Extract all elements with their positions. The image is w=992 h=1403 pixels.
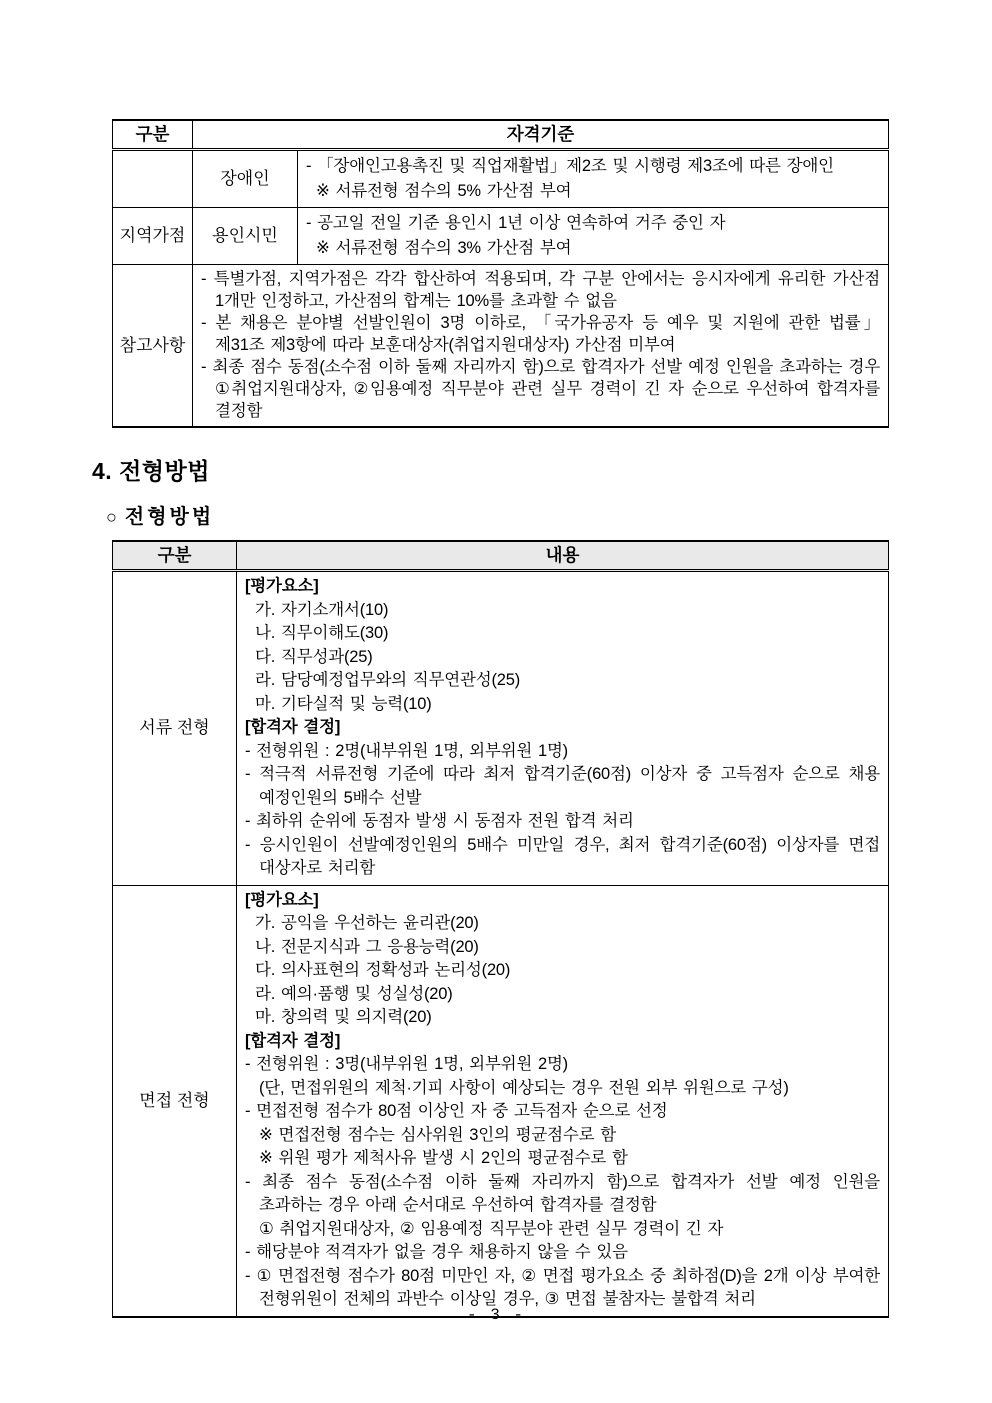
selection-method-table [112,540,889,1318]
subcategory-cell: 용인시민 [193,208,298,265]
subheading-label: 전형방법 [124,506,215,528]
table-row [113,150,889,208]
table-row [113,265,889,428]
notes-cell [193,265,889,428]
content-line: [평가요소] [245,577,319,595]
stage-content-cell [237,885,889,1317]
content-line: ① 취업지원대상자, ② 임용예정 직무분야 관련 실무 경력이 긴 자 [259,1219,724,1238]
content-line: ※ 면접전형 점수는 심사위원 3인의 평균점수로 함 [259,1125,616,1144]
content-line: 다. 의사표현의 정확성과 논리성(20) [255,961,511,979]
content-line: 마. 기타실적 및 능력(10) [255,694,432,713]
content-line: [합격자 결정] [245,718,341,736]
content-line: - 본 채용은 분야별 선발인원이 3명 이하로, 「국가유공자 등 예우 및 지원에 관한 법률」 제31조 제3항에 따라 보훈대상자(취업지원대상자) 가산점 미부여 [201,314,880,354]
criteria-cell [298,150,889,208]
page-number: - 3 - [466,1306,525,1324]
table-row-interview [113,885,889,1317]
content-line: ※ 서류전형 점수의 5% 가산점 부여 [316,181,572,200]
table-row [113,208,889,265]
category-cell-empty [113,150,193,208]
column-header-criteria: 자격기준 [193,120,889,150]
table-header-row [113,541,889,571]
column-header-gubun: 구분 [113,541,237,571]
content-line: - 응시인원이 선발예정인원의 5배수 미만일 경우, 최저 합격기준(60점) 이상자를 면접 대상자로 처리함 [245,835,880,877]
content-line: 가. 자기소개서(10) [255,600,389,619]
content-line: - 면접전형 점수가 80점 이상인 자 중 고득점자 순으로 선정 [245,1102,668,1120]
content-line: 나. 전문지식과 그 응용능력(20) [255,937,479,956]
table-row-document-screening [113,571,889,886]
criteria-cell [298,208,889,265]
content-line: ※ 서류전형 점수의 3% 가산점 부여 [316,238,572,257]
section-subheading [106,500,888,529]
content-line: - 최하위 순위에 동점자 발생 시 동점자 전원 합격 처리 [245,812,634,830]
category-cell: 지역가점 [113,208,193,265]
section-heading: 4. 전형방법 [92,458,210,484]
qualification-table [112,119,889,428]
content-line: - 적극적 서류전형 기준에 따라 최저 합격기준(60점) 이상자 중 고득점자 순으로 채용 예정인원의 5배수 선발 [245,765,880,807]
content-line: 나. 직무이해도(30) [255,624,389,642]
stage-content-cell [237,571,889,886]
content-line: - 최종 점수 동점(소수점 이하 둘째 자리까지 함)으로 합격자가 선발 예정 인원을 초과하는 경우 아래 순서대로 우선하여 합격자를 결정함 [245,1172,880,1214]
content-line: 다. 직무성과(25) [255,647,373,666]
content-line: (단, 면접위원의 제척·기피 사항이 예상되는 경우 전원 외부 위원으로 구성) [259,1078,789,1097]
category-cell: 참고사항 [113,265,193,428]
content-line: - ① 면접전형 점수가 80점 미만인 자, ② 면접 평가요소 중 최하점(D)을 2개 이상 부여한 전형위원이 전체의 과반수 이상일 경우, ③ 면접 불참자는 불합격 처리 [245,1266,880,1308]
content-line: 라. 예의·품행 및 성실성(20) [255,984,453,1003]
content-line: [평가요소] [245,890,319,909]
content-line: - 전형위원 : 3명(내부위원 1명, 외부위원 2명) [245,1055,568,1073]
content-line: ※ 위원 평가 제척사유 발생 시 2인의 평균점수로 함 [259,1149,628,1167]
content-line: - 특별가점, 지역가점은 각각 합산하여 적용되며, 각 구분 안에서는 응시자에게 유리한 가산점 1개만 인정하고, 가산점의 합계는 10%를 초과할 수 없음 [201,270,880,310]
content-line: - 「장애인고용촉진 및 직업재활법」제2조 및 시행령 제3조에 따른 장애인 [306,157,834,175]
content-line: - 최종 점수 동점(소수점 이하 둘째 자리까지 함)으로 합격자가 선발 예정 인원을 초과하는 경우 ①취업지원대상자, ②임용예정 직무분야 관련 실무 경력이 긴 자 순으로 우선하여 합격자를 결정함 [201,358,880,420]
column-header-gubun: 구분 [113,120,193,150]
stage-label-cell: 서류 전형 [113,571,237,886]
table-header-row [113,120,889,150]
content-line: 마. 창의력 및 의지력(20) [255,1008,432,1026]
subcategory-cell: 장애인 [193,150,298,208]
content-line: [합격자 결정] [245,1031,341,1050]
content-line: 라. 담당예정업무와의 직무연관성(25) [255,671,521,689]
column-header-content: 내용 [237,541,889,571]
circle-bullet: ○ [106,507,117,527]
content-line: 가. 공익을 우선하는 윤리관(20) [255,914,479,932]
content-line: - 공고일 전일 기준 용인시 1년 이상 연속하여 거주 중인 자 [306,214,726,232]
content-line: - 전형위원 : 2명(내부위원 1명, 외부위원 1명) [245,741,568,760]
stage-label-cell: 면접 전형 [113,885,237,1317]
content-line: - 해당분야 적격자가 없을 경우 채용하지 않을 수 있음 [245,1243,628,1261]
